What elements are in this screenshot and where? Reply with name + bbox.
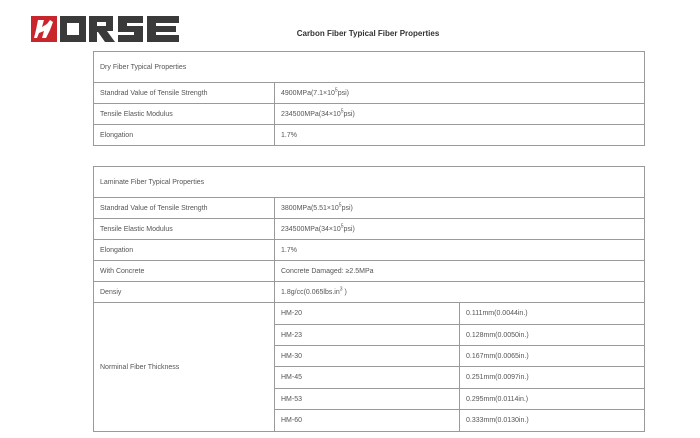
table-row xyxy=(94,125,645,146)
row-label: Elongation xyxy=(94,125,275,146)
row-value: Concrete Damaged: ≥2.5MPa xyxy=(275,261,645,282)
table-row xyxy=(94,303,645,325)
table-row xyxy=(94,104,645,125)
thickness-model: HM-45 xyxy=(275,367,460,389)
thickness-model: HM-20 xyxy=(275,303,460,325)
row-label: Tensile Elastic Modulus xyxy=(94,104,275,125)
row-label: Standrad Value of Tensile Strength xyxy=(94,83,275,104)
row-label: Densiy xyxy=(94,282,275,303)
thickness-model: HM-30 xyxy=(275,346,460,367)
thickness-value: 0.167mm(0.0065in.) xyxy=(460,346,645,367)
table-row xyxy=(94,240,645,261)
page-title: Carbon Fiber Typical Fiber Properties xyxy=(296,29,440,38)
row-value: 1.7% xyxy=(275,125,645,146)
row-label: Tensile Elastic Modulus xyxy=(94,219,275,240)
thickness-value: 0.111mm(0.0044in.) xyxy=(460,303,645,325)
row-value: $234500MPa(34\times 10^5psi)$ xyxy=(275,219,645,240)
row-value: $4900MPa(7.1\times 10^5psi)$ xyxy=(275,83,645,104)
row-label: With Concrete xyxy=(94,261,275,282)
table-row xyxy=(94,198,645,219)
thickness-value: 0.128mm(0.0050in.) xyxy=(460,325,645,346)
thickness-label: Norminal Fiber Thickness xyxy=(94,303,275,432)
thickness-model: HM-53 xyxy=(275,389,460,410)
thickness-model: HM-60 xyxy=(275,410,460,432)
table-heading-row xyxy=(94,167,645,198)
thickness-value: 0.295mm(0.0114in.) xyxy=(460,389,645,410)
dry-fiber-table xyxy=(93,51,645,146)
row-value: $234500MPa(34\times 10^5psi)$ xyxy=(275,104,645,125)
row-label: Standrad Value of Tensile Strength xyxy=(94,198,275,219)
table-row xyxy=(94,282,645,303)
row-value: $1.8g/cc(0.065lbs.in^3$ ) xyxy=(275,282,645,303)
table-row xyxy=(94,83,645,104)
table-row xyxy=(94,261,645,282)
thickness-model: HM-23 xyxy=(275,325,460,346)
laminate-fiber-heading: Laminate Fiber Typical Properties xyxy=(94,167,645,198)
row-label: Elongation xyxy=(94,240,275,261)
thickness-value: 0.251mm(0.0097in.) xyxy=(460,367,645,389)
table-row xyxy=(94,219,645,240)
table-heading-row xyxy=(94,52,645,83)
thickness-value: 0.333mm(0.0130in.) xyxy=(460,410,645,432)
laminate-fiber-table xyxy=(93,166,645,432)
row-value: $3800MPa(5.51\times 10^5psi)$ xyxy=(275,198,645,219)
dry-fiber-heading: Dry Fiber Typical Properties xyxy=(94,52,645,83)
row-value: 1.7% xyxy=(275,240,645,261)
